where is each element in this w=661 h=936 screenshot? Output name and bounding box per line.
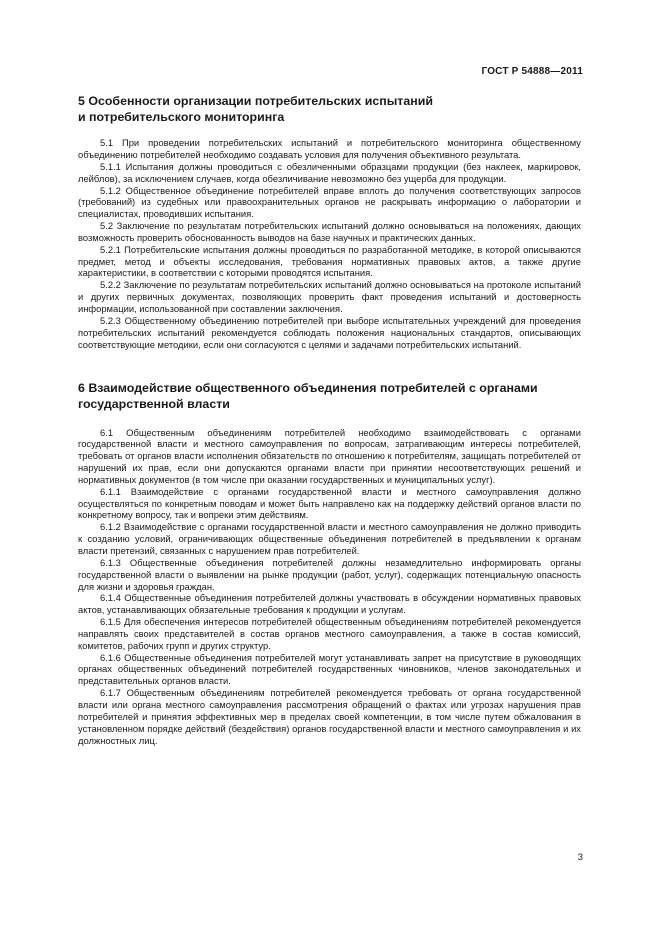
paragraph-6-1-6: 6.1.6 Общественные объединения потребителей могут устанавливать запрет на присутствие в руководящих органах общественных объединений потребителей государственных чиновников, членов законодательных и представительных органов власти. [78, 651, 581, 687]
paragraph-5-2-1: 5.2.1 Потребительские испытания должны проводиться по разработанной методике, в которой описываются предмет, метод и объекты исследования, требования нормативных правовых актов, а также другие характеристики, в соответствии с которыми проводятся испытания. [78, 243, 581, 279]
paragraph-6-1-4: 6.1.4 Общественные объединения потребителей должны участвовать в обсуждении нормативных правовых актов, устанавливающих обязательные требования к продукции и услугам. [78, 592, 581, 616]
paragraph-6-1: 6.1 Общественным объединениям потребителей необходимо взаимодействовать с органами государственной власти и местного самоуправления по вопросам, затрагивающим интересы потребителей, требовать от органов власти исполнения обязательств по отношению к потребителям, защищать потребителей от нарушений их прав, если они допускаются органами власти при принятии несоответствующих решений и нормативных документов (в том числе при оказании государственных и муниципальных услуг). [78, 426, 581, 485]
paragraph-5-2-2: 5.2.2 Заключение по результатам потребительских испытаний должно основываться на протоколе испытаний и других первичных документах, позволяющих проверить факт проведения испытаний и достоверность информации, использованной при составлении заключения. [78, 279, 581, 314]
section-5-heading-line1: 5 Особенности организации потребительских испытаний [78, 94, 433, 108]
section-5-heading [78, 94, 581, 125]
paragraph-6-1-2: 6.1.2 Взаимодействие с органами государственной власти и местного самоуправления не должно приводить к созданию условий, ограничивающих общественные объединения потребителей в предъявлении к органам власти претензий, связанных с нарушением прав потребителей. [78, 521, 581, 556]
paragraph-6-1-5: 6.1.5 Для обеспечения интересов потребителей общественным объединениям потребителей рекомендуется направлять своих представителей в состав органов местного самоуправления, а также в состав комиссий, комитетов, рабочих групп и других структур. [78, 616, 581, 651]
paragraph-5-1-1: 5.1.1 Испытания должны проводиться с обезличенными образцами продукции (без наклеек, маркировок, лейблов), за исключением случаев, когда обезличивание невозможно без ущерба для продукции. [78, 160, 581, 184]
section-5-heading-line2: и потребительского мониторинга [78, 109, 285, 124]
paragraph-5-2: 5.2 Заключение по результатам потребительских испытаний должно основываться на положениях, дающих возможность проверить обоснованность выводов на базе научных и практических данных. [78, 220, 581, 243]
section-6-body [78, 427, 581, 747]
paragraph-5-1: 5.1 При проведении потребительских испытаний и потребительского мониторинга общественному объединению потребителей необходимо создавать условия для получения объективного результата. [78, 137, 581, 161]
section-6-heading-line2: государственной власти [78, 396, 230, 411]
section-6-heading [78, 381, 581, 412]
page-content [78, 94, 581, 746]
paragraph-5-2-3: 5.2.3 Общественному объединению потребителей при выборе испытательных учреждений для проведения потребительских испытаний рекомендуется соблюдать положения национальных стандартов, описывающих соответствующие методики, если они согласуются с целями и задачами потребительских испытаний. [78, 314, 581, 350]
paragraph-6-1-1: 6.1.1 Взаимодействие с органами государственной власти и местного самоуправления должно осуществляться по конкретным поводам и может быть направлено как на поддержку действий органов власти по конкретному вопросу, так и вопреки этим действиям. [78, 485, 581, 521]
section-6-heading-line1: 6 Взаимодействие общественного объединения потребителей с органами [78, 381, 538, 396]
paragraph-6-1-3: 6.1.3 Общественные объединения потребителей должны незамедлительно информировать органы государственной власти о выявлении на рынке продукции (работ, услуг), содержащих потенциальную опасность для жизни и здоровья граждан. [78, 556, 581, 592]
page-number: 3 [577, 851, 583, 862]
paragraph-5-1-2: 5.1.2 Общественное объединение потребителей вправе вплоть до получения соответствующих запросов (требований) из судебных или правоохранительных органов не раскрывать информацию о лаборатории и специалистах, проводивших испытания. [78, 184, 581, 220]
paragraph-6-1-7: 6.1.7 Общественным объединениям потребителей рекомендуется требовать от органа государственной власти или органа местного самоуправления рассмотрения обращений о фактах или угрозах нарушения прав потребителей и принятия эффективных мер в пределах своей компетенции, в том числе путем обжалования в установленном порядке действий (бездействия) органов государственной власти и местного самоуправления и их должностных лиц. [78, 687, 581, 746]
document-code-header: ГОСТ Р 54888—2011 [481, 66, 583, 77]
section-5-body [78, 137, 581, 350]
